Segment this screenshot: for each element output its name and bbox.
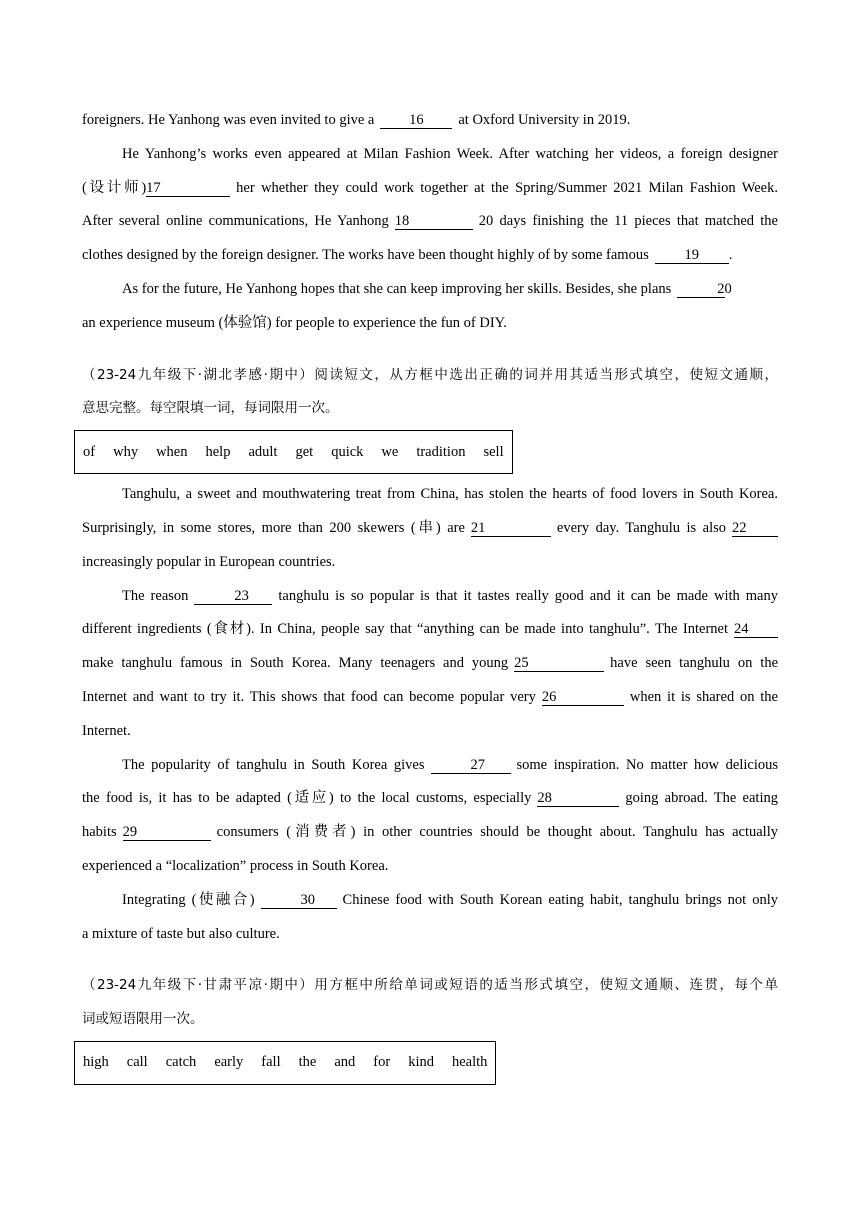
text: clothes designed by the foreign designer. The works have been thought highly of by some famous [82,247,649,264]
text-line [82,478,778,512]
word-option: quick [331,443,364,460]
text: . [728,247,733,264]
text: 意思完整。每空限填一词，每词限用一次。 [82,400,339,417]
text-line [82,512,778,546]
blank-30[interactable]: 30 [261,892,337,909]
text-line [82,307,778,341]
text: habits [82,824,117,841]
blank-28[interactable]: 28 [537,790,619,807]
text: After several online communications, He Yanhong [82,213,389,230]
text: her whether they could work together at the Spring/Summer 2021 Milan Fashion Week. [236,179,778,196]
text-line [82,850,778,884]
text: when it is shared on the [629,688,778,705]
blank-24[interactable]: 24 [734,621,778,638]
text-line [82,273,778,307]
text: increasingly popular in European countries. [82,553,336,570]
text-line [82,205,778,239]
text: Internet. [82,722,131,739]
word-option: get [295,443,314,460]
blank-23[interactable]: 23 [194,588,272,605]
worksheet-page [82,104,778,1089]
text-line [82,715,778,749]
word-bank-box [74,1041,496,1085]
word-option: sell [483,443,504,460]
word-option: and [334,1054,356,1071]
text-line [82,613,778,647]
word-option: of [83,443,96,460]
text: (设计师) [82,179,147,196]
word-option: tradition [416,443,466,460]
text: every day. Tanghulu is also [556,519,726,536]
blank-25[interactable]: 25 [514,655,604,672]
blank-27[interactable]: 27 [431,757,511,774]
blank-20[interactable]: 20 [677,281,725,298]
text: an experience museum (体验馆) for people to experience the fun of DIY. [82,314,507,331]
word-option: early [214,1054,244,1071]
blank-21[interactable]: 21 [471,520,551,537]
blank-22[interactable]: 22 [732,520,778,537]
text: As for the future, He Yanhong hopes that she can keep improving her skills. Besides, she plans [122,280,672,297]
word-option: kind [408,1054,434,1071]
blank-19[interactable]: 19 [655,247,729,264]
word-option: help [205,443,231,460]
text: foreigners. He Yanhong was even invited to give a [82,112,375,128]
text: Chinese food with South Korean eating habit, tanghulu brings not only [342,891,779,908]
text-line [82,749,778,783]
text-line [82,239,778,273]
text: have seen tanghulu on the [610,655,779,672]
text: （23-24九年级下·湖北孝感·期中）阅读短文，从方框中选出正确的词并用其适当形式填空，使短文通顺， [82,366,778,383]
word-option: health [451,1054,488,1071]
word-option: when [156,443,188,460]
blank-29[interactable]: 29 [123,824,211,841]
text: the food is, it has to be adapted (适应) to the local customs, especially [82,790,532,807]
blank-26[interactable]: 26 [542,689,624,706]
word-option: catch [165,1054,197,1071]
text-line [82,138,778,172]
word-option: adult [248,443,278,460]
text: Internet and want to try it. This shows that food can become popular very [82,688,536,705]
text: （23-24九年级下·甘肃平凉·期中）用方框中所给单词或短语的适当形式填空，使短文通顺、连贯，每个单 [82,977,778,994]
text: a mixture of taste but also culture. [82,925,280,942]
text: Tanghulu, a sweet and mouthwatering treat from China, has stolen the hearts of food lovers in South Korea. [122,486,778,503]
blank-17[interactable]: 17 [146,180,230,197]
text: make tanghulu famous in South Korea. Many teenagers and young [82,655,509,672]
text: The popularity of tanghulu in South Korea gives [122,756,425,773]
word-option: why [113,443,139,460]
blank-18[interactable]: 18 [395,213,473,230]
text-line [82,580,778,614]
text-line [82,104,778,138]
section-heading [82,969,778,1003]
text: tanghulu is so popular is that it tastes really good and it can be made with many [278,587,778,604]
text-line [82,782,778,816]
text-line [82,546,778,580]
blank-16[interactable]: 16 [380,112,452,129]
word-option: high [83,1054,109,1071]
text: The reason [122,587,189,604]
word-option: fall [261,1054,281,1071]
word-option: the [298,1054,317,1071]
text-line [82,172,778,206]
section-heading [82,392,778,426]
text-line [82,647,778,681]
text-line [82,884,778,918]
text: some inspiration. No matter how delicious [516,756,778,773]
word-option: we [381,443,399,460]
text: going abroad. The eating [625,790,778,807]
text-line [82,816,778,850]
text: Integrating (使融合) [122,891,255,908]
text: 词或短语限用一次。 [82,1011,204,1028]
section-heading [82,359,778,393]
word-option: call [126,1054,148,1071]
text: different ingredients (食材). In China, people say that “anything can be made into tanghulu”. The Internet [82,621,728,638]
word-bank-box [74,430,513,474]
text-line [82,918,778,952]
text: He Yanhong’s works even appeared at Milan Fashion Week. After watching her videos, a foreign designer [122,145,778,162]
text: at Oxford University in 2019. [458,112,631,128]
section-heading [82,1003,778,1037]
text-line [82,681,778,715]
text: consumers (消费者) in other countries should be thought about. Tanghulu has actually [216,824,778,841]
text: 20 days finishing the 11 pieces that matched the [478,213,778,230]
word-option: for [373,1054,391,1071]
text: Surprisingly, in some stores, more than 200 skewers (串) are [82,519,465,536]
text: experienced a “localization” process in South Korea. [82,857,389,874]
